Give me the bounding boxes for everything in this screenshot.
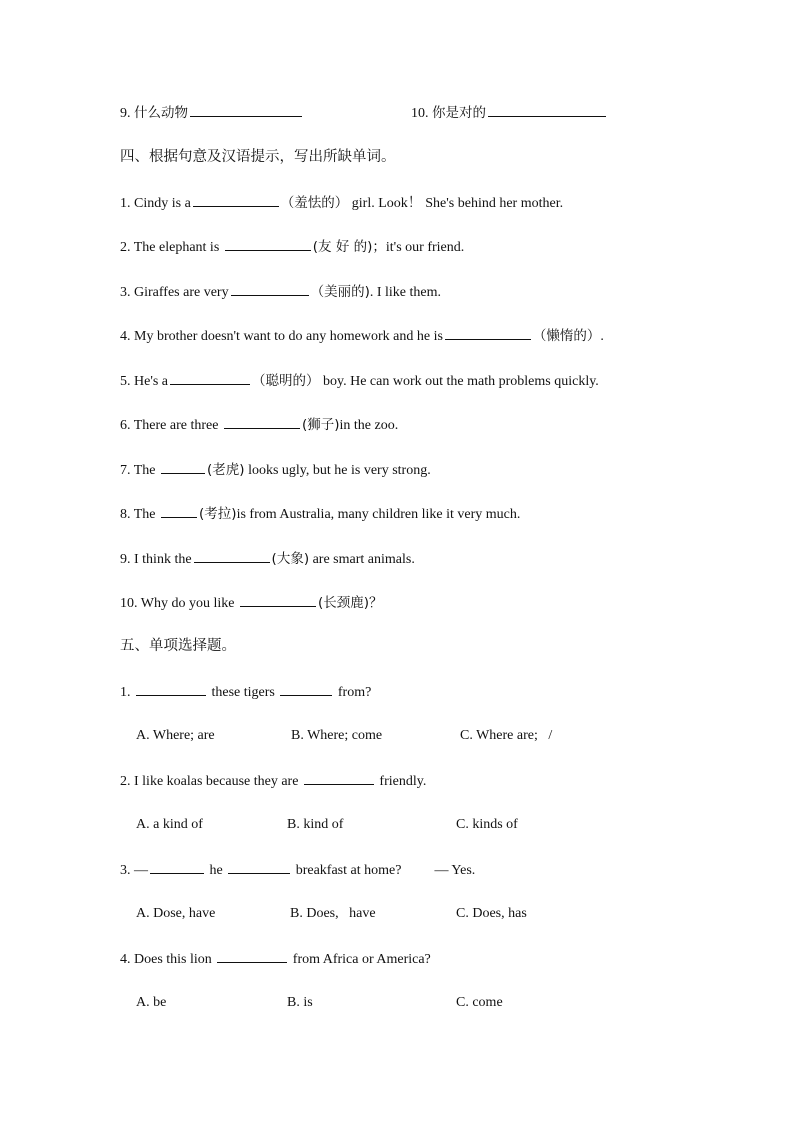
question-3-options <box>136 904 736 924</box>
item-number: 10. <box>411 106 429 121</box>
answer-blank[interactable] <box>136 681 206 696</box>
question-answer-text: — Yes. <box>434 863 476 878</box>
question-text: breakfast at home? <box>295 863 402 878</box>
question-4-options <box>136 993 736 1013</box>
section5-heading <box>120 636 236 656</box>
chinese-hint: （羞怯的） <box>280 195 349 211</box>
sentence-start: 8. The <box>120 507 156 522</box>
chinese-prompt: 你是对的 <box>432 105 486 121</box>
answer-blank[interactable] <box>228 859 290 874</box>
answer-blank[interactable] <box>150 859 204 874</box>
question-text: these tigers <box>211 685 275 700</box>
answer-blank[interactable] <box>161 459 205 474</box>
sentence-start: 2. The elephant is <box>120 240 220 255</box>
question-text: 2. I like koalas because they are <box>120 774 299 789</box>
question-text: from Africa or America? <box>292 952 431 967</box>
question-1-options <box>136 726 736 746</box>
question-1 <box>120 681 371 701</box>
fill-item-5 <box>120 370 599 390</box>
option-a[interactable]: A. Dose, have <box>136 906 216 921</box>
section3-item-9 <box>120 102 304 122</box>
answer-blank[interactable] <box>161 503 197 518</box>
chinese-hint: (老虎) <box>207 462 245 478</box>
sentence-start: 1. Cindy is a <box>120 196 191 211</box>
option-b[interactable]: B. kind of <box>287 817 344 832</box>
sentence-end: girl. Look！ She's behind her mother. <box>351 196 564 211</box>
sentence-end: in the zoo. <box>339 418 399 433</box>
chinese-hint: (大象) <box>271 551 310 567</box>
question-text: he <box>209 863 223 878</box>
fill-item-6 <box>120 414 398 434</box>
question-4 <box>120 948 431 968</box>
answer-blank[interactable] <box>193 192 279 207</box>
option-b[interactable]: B. is <box>287 995 313 1010</box>
question-text: from? <box>337 685 372 700</box>
question-text: 3. — <box>120 863 148 878</box>
answer-blank[interactable] <box>231 281 309 296</box>
sentence-start: 5. He's a <box>120 374 169 389</box>
question-text: 4. Does this lion <box>120 952 212 967</box>
fill-item-3 <box>120 281 441 301</box>
answer-blank[interactable] <box>194 548 270 563</box>
answer-blank[interactable] <box>217 948 287 963</box>
answer-blank[interactable] <box>240 592 316 607</box>
question-2-options <box>136 815 736 835</box>
section4-heading <box>120 147 396 167</box>
sentence-start: 9. I think the <box>120 552 192 567</box>
option-c[interactable]: C. come <box>456 995 503 1010</box>
sentence-end: boy. He can work out the math problems quickly. <box>323 374 599 389</box>
option-a[interactable]: A. Where; are <box>136 728 215 743</box>
answer-blank[interactable] <box>170 370 250 385</box>
chinese-hint: （美丽的) <box>310 284 370 300</box>
answer-blank[interactable] <box>445 325 531 340</box>
option-a[interactable]: A. be <box>136 995 167 1010</box>
chinese-hint: (考拉) <box>199 506 237 522</box>
section-heading-text: 四、根据句意及汉语提示，写出所缺单词。 <box>120 149 396 165</box>
option-c[interactable]: C. kinds of <box>456 817 518 832</box>
fill-item-7 <box>120 459 431 479</box>
fill-item-4 <box>120 325 604 345</box>
chinese-hint: (长颈鹿)？ <box>317 595 383 611</box>
answer-blank[interactable] <box>224 414 300 429</box>
section3-item-10 <box>411 102 608 122</box>
option-a[interactable]: A. a kind of <box>136 817 203 832</box>
option-c[interactable]: C. Where are; / <box>460 728 553 743</box>
chinese-hint: (狮子) <box>301 417 340 433</box>
sentence-start: 7. The <box>120 463 156 478</box>
sentence-end: . I like them. <box>369 285 442 300</box>
chinese-hint: (友 好 的)； <box>312 239 386 255</box>
chinese-hint: （懒惰的） <box>532 328 601 344</box>
answer-blank[interactable] <box>225 236 311 251</box>
question-text: friendly. <box>379 774 427 789</box>
section-heading-text: 五、单项选择题。 <box>120 638 236 654</box>
sentence-end: it's our friend. <box>385 240 465 255</box>
sentence-end: looks ugly, but he is very strong. <box>248 463 431 478</box>
question-2 <box>120 770 426 790</box>
fill-item-9 <box>120 548 415 568</box>
option-c[interactable]: C. Does, has <box>456 906 527 921</box>
answer-blank[interactable] <box>190 102 302 117</box>
answer-blank[interactable] <box>280 681 332 696</box>
sentence-start: 3. Giraffes are very <box>120 285 229 300</box>
sentence-start: 6. There are three <box>120 418 219 433</box>
sentence-start: 4. My brother doesn't want to do any homework and he is <box>120 329 443 344</box>
fill-item-2 <box>120 236 464 256</box>
question-text: 1. <box>120 685 131 700</box>
option-b[interactable]: B. Where; come <box>291 728 383 743</box>
answer-blank[interactable] <box>304 770 374 785</box>
answer-blank[interactable] <box>488 102 606 117</box>
fill-item-8 <box>120 503 520 523</box>
sentence-end: is from Australia, many children like it very much. <box>236 507 521 522</box>
sentence-end: are smart animals. <box>312 552 415 567</box>
sentence-start: 10. Why do you like <box>120 596 235 611</box>
chinese-prompt: 什么动物 <box>134 105 188 121</box>
item-number: 9. <box>120 106 131 121</box>
fill-item-10 <box>120 592 383 612</box>
question-3 <box>120 859 475 879</box>
chinese-hint: （聪明的） <box>252 373 320 389</box>
option-b[interactable]: B. Does, have <box>290 906 376 921</box>
sentence-end: . <box>600 329 604 344</box>
fill-item-1 <box>120 192 563 212</box>
